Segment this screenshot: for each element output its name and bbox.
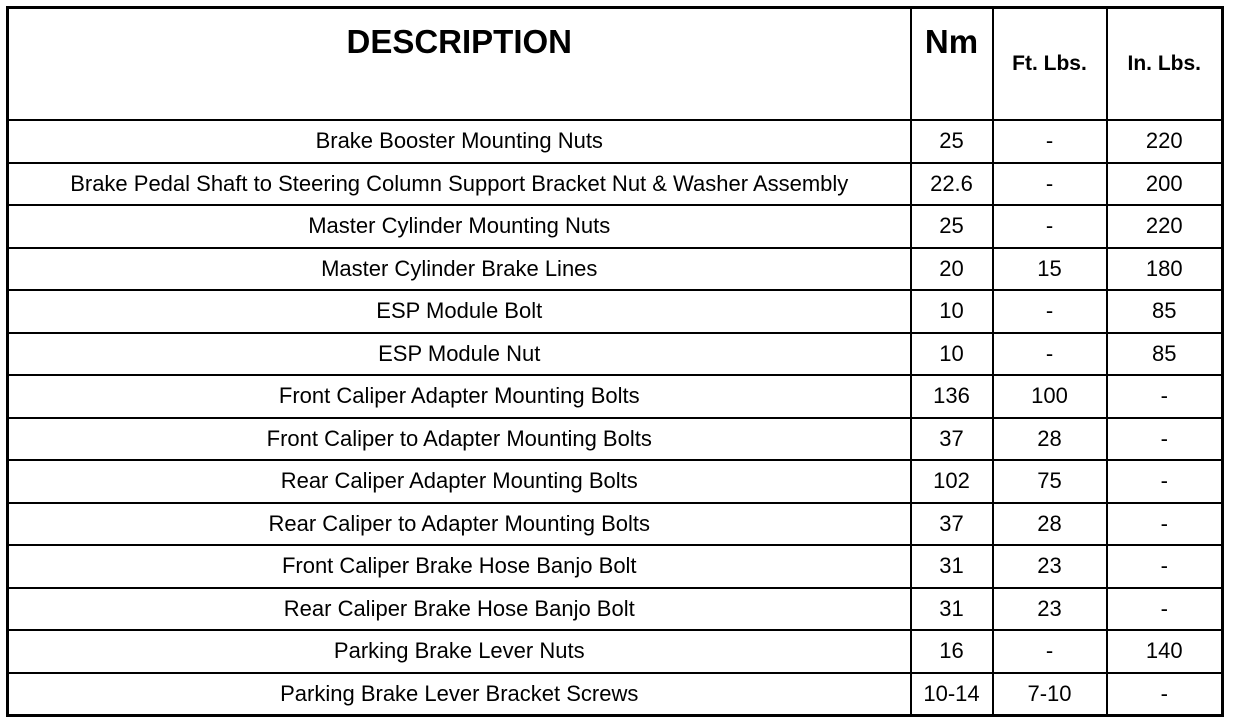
table-row [8, 630, 1223, 673]
cell-in-lbs: - [1107, 545, 1223, 588]
cell-in-lbs: 85 [1107, 290, 1223, 333]
cell-description: Front Caliper Adapter Mounting Bolts [8, 375, 911, 418]
cell-description: Front Caliper Brake Hose Banjo Bolt [8, 545, 911, 588]
cell-ft-lbs: 23 [993, 588, 1107, 631]
cell-ft-lbs: 15 [993, 248, 1107, 291]
cell-in-lbs: 85 [1107, 333, 1223, 376]
header-in-lbs: In. Lbs. [1107, 8, 1223, 121]
cell-ft-lbs: 28 [993, 418, 1107, 461]
cell-in-lbs: - [1107, 588, 1223, 631]
cell-description: Parking Brake Lever Bracket Screws [8, 673, 911, 716]
cell-nm: 20 [911, 248, 993, 291]
cell-ft-lbs: - [993, 205, 1107, 248]
table-row [8, 460, 1223, 503]
cell-in-lbs: 140 [1107, 630, 1223, 673]
cell-ft-lbs: 100 [993, 375, 1107, 418]
cell-nm: 16 [911, 630, 993, 673]
cell-ft-lbs: - [993, 290, 1107, 333]
cell-ft-lbs: - [993, 630, 1107, 673]
table-row [8, 418, 1223, 461]
cell-nm: 37 [911, 418, 993, 461]
cell-description: Master Cylinder Brake Lines [8, 248, 911, 291]
header-description: DESCRIPTION [8, 8, 911, 121]
cell-description: Rear Caliper to Adapter Mounting Bolts [8, 503, 911, 546]
cell-description: Brake Booster Mounting Nuts [8, 120, 911, 163]
cell-nm: 37 [911, 503, 993, 546]
cell-ft-lbs: 23 [993, 545, 1107, 588]
cell-description: Brake Pedal Shaft to Steering Column Support Bracket Nut & Washer Assembly [8, 163, 911, 206]
cell-in-lbs: - [1107, 460, 1223, 503]
cell-nm: 31 [911, 545, 993, 588]
cell-description: ESP Module Nut [8, 333, 911, 376]
cell-ft-lbs: 75 [993, 460, 1107, 503]
cell-nm: 10 [911, 333, 993, 376]
cell-description: Parking Brake Lever Nuts [8, 630, 911, 673]
cell-in-lbs: 200 [1107, 163, 1223, 206]
table-row [8, 545, 1223, 588]
cell-in-lbs: - [1107, 418, 1223, 461]
table-row [8, 120, 1223, 163]
cell-nm: 25 [911, 120, 993, 163]
cell-in-lbs: - [1107, 375, 1223, 418]
table-header [8, 8, 1223, 121]
cell-in-lbs: 180 [1107, 248, 1223, 291]
cell-ft-lbs: - [993, 163, 1107, 206]
table-row [8, 333, 1223, 376]
cell-description: Front Caliper to Adapter Mounting Bolts [8, 418, 911, 461]
cell-description: Master Cylinder Mounting Nuts [8, 205, 911, 248]
torque-spec-table [6, 6, 1224, 717]
cell-ft-lbs: - [993, 120, 1107, 163]
table-row [8, 205, 1223, 248]
header-row [8, 8, 1223, 121]
table-row [8, 673, 1223, 716]
cell-description: Rear Caliper Adapter Mounting Bolts [8, 460, 911, 503]
cell-description: Rear Caliper Brake Hose Banjo Bolt [8, 588, 911, 631]
table-row [8, 248, 1223, 291]
table-row [8, 163, 1223, 206]
cell-nm: 102 [911, 460, 993, 503]
table-row [8, 375, 1223, 418]
table-row [8, 503, 1223, 546]
cell-in-lbs: 220 [1107, 120, 1223, 163]
cell-nm: 10-14 [911, 673, 993, 716]
cell-ft-lbs: 28 [993, 503, 1107, 546]
cell-in-lbs: - [1107, 503, 1223, 546]
cell-description: ESP Module Bolt [8, 290, 911, 333]
cell-ft-lbs: - [993, 333, 1107, 376]
cell-nm: 22.6 [911, 163, 993, 206]
cell-nm: 25 [911, 205, 993, 248]
cell-in-lbs: - [1107, 673, 1223, 716]
table-row [8, 588, 1223, 631]
cell-ft-lbs: 7-10 [993, 673, 1107, 716]
cell-nm: 31 [911, 588, 993, 631]
cell-nm: 136 [911, 375, 993, 418]
table-body [8, 120, 1223, 716]
cell-in-lbs: 220 [1107, 205, 1223, 248]
header-ft-lbs: Ft. Lbs. [993, 8, 1107, 121]
table-row [8, 290, 1223, 333]
cell-nm: 10 [911, 290, 993, 333]
header-nm: Nm [911, 8, 993, 121]
